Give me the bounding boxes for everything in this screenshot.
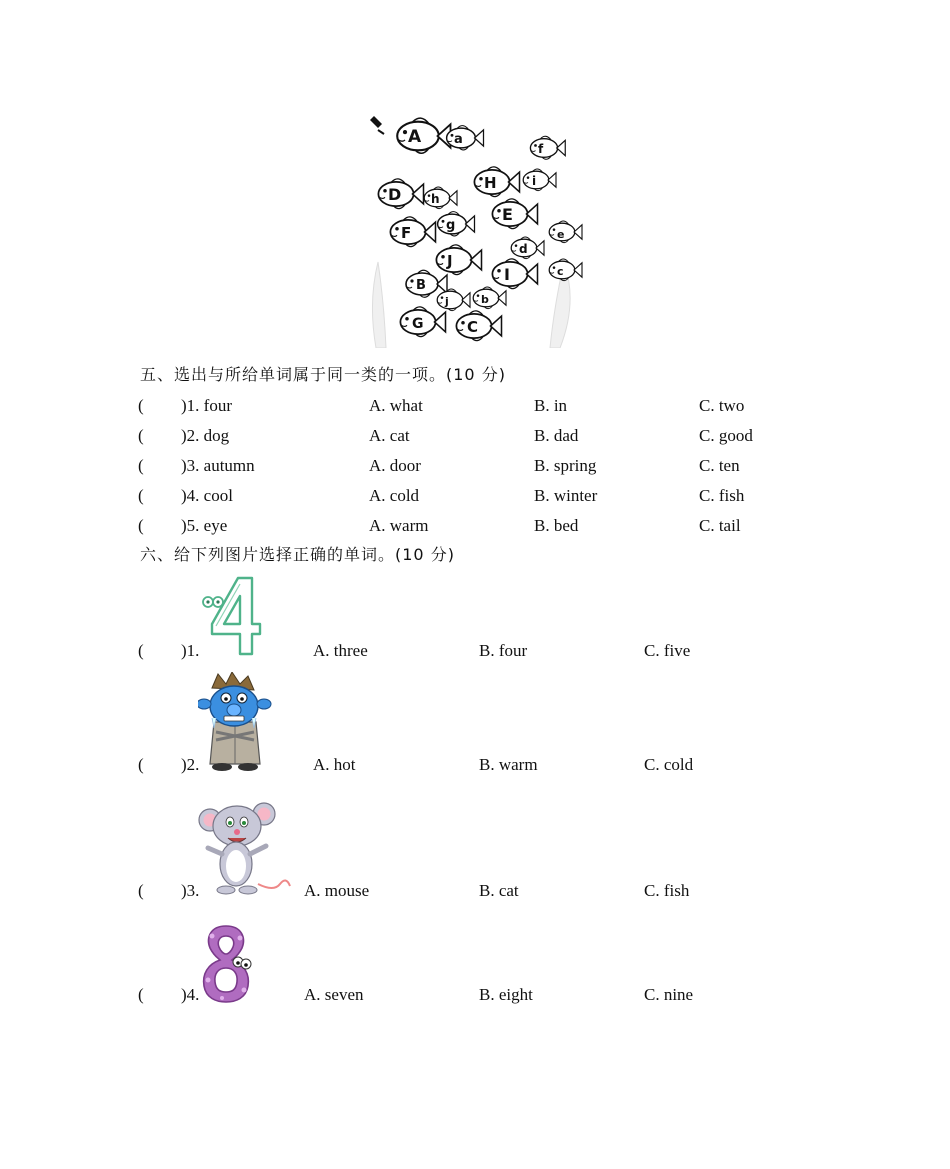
fish-13	[511, 237, 544, 259]
fish-3	[530, 136, 565, 159]
fish-17	[437, 289, 470, 311]
fish-1	[397, 118, 450, 153]
fish-letter: h	[431, 192, 440, 206]
fish-letter: G	[412, 316, 424, 332]
option-c: C. five	[644, 641, 691, 660]
option-b: B. warm	[479, 755, 538, 774]
option-b: B. eight	[479, 985, 533, 1004]
section5-title: 五、选出与所给单词属于同一类的一项。(10 分)	[140, 365, 506, 384]
answer-paren[interactable]: (	[138, 755, 144, 774]
fish-letter: E	[502, 205, 513, 224]
option-b: B. winter	[534, 486, 598, 505]
option-a: A. mouse	[304, 881, 370, 900]
question-number: )1.	[181, 641, 200, 660]
option-a: A. hot	[313, 755, 356, 774]
answer-paren[interactable]: (	[138, 641, 144, 660]
option-c: C. fish	[644, 881, 690, 900]
cold-character-image	[198, 672, 272, 772]
fish-5	[424, 187, 457, 209]
option-c: C. ten	[699, 456, 740, 475]
fish-9	[390, 217, 435, 247]
question-word: )3. autumn	[181, 456, 255, 475]
fish-6	[474, 167, 519, 197]
answer-paren[interactable]: (	[138, 985, 144, 1004]
answer-paren[interactable]: (	[138, 516, 144, 535]
question-word: )2. dog	[181, 426, 230, 445]
option-c: C. two	[699, 396, 745, 415]
fish-letter: d	[519, 242, 528, 256]
section6-title: 六、给下列图片选择正确的单词。(10 分)	[140, 545, 455, 564]
question-word: )1. four	[181, 396, 232, 415]
fish-letter: D	[388, 185, 402, 204]
option-b: B. cat	[479, 881, 519, 900]
option-a: A. what	[369, 396, 423, 415]
number-four-image	[198, 572, 264, 658]
fish-19	[400, 307, 445, 337]
question-number: )3.	[181, 881, 200, 900]
question-word: )5. eye	[181, 516, 228, 535]
option-a: A. cold	[369, 486, 420, 505]
fish-15	[492, 259, 537, 289]
fish-letter: J	[447, 252, 453, 270]
answer-paren[interactable]: (	[138, 426, 144, 445]
option-c: C. tail	[699, 516, 741, 535]
question-number: )2.	[181, 755, 200, 774]
answer-paren[interactable]: (	[138, 396, 144, 415]
fish-11	[549, 221, 582, 243]
number-eight-image	[198, 924, 254, 1004]
option-b: B. spring	[534, 456, 597, 475]
option-c: C. good	[699, 426, 753, 445]
fish-12	[436, 245, 481, 275]
fish-letter: a	[454, 132, 463, 147]
mouse-image	[198, 800, 292, 898]
fish-letter: B	[416, 278, 426, 293]
fish-16	[549, 259, 582, 281]
fish-2	[447, 126, 484, 150]
option-c: C. nine	[644, 985, 694, 1004]
fish-letter: c	[557, 265, 564, 278]
option-b: B. bed	[534, 516, 579, 535]
option-a: A. warm	[369, 516, 429, 535]
answer-paren[interactable]: (	[138, 456, 144, 475]
fish-letter: i	[532, 174, 537, 188]
fish-letter: C	[467, 318, 479, 336]
option-b: B. dad	[534, 426, 579, 445]
option-a: A. cat	[369, 426, 410, 445]
option-a: A. three	[313, 641, 368, 660]
fish-letter: b	[481, 293, 489, 306]
fish-letter: I	[504, 265, 510, 284]
fish-20	[456, 311, 501, 341]
option-b: B. in	[534, 396, 568, 415]
question-number: )4.	[181, 985, 200, 1004]
option-a: A. seven	[304, 985, 364, 1004]
fish-letter: H	[484, 174, 497, 192]
fish-letter: f	[538, 142, 544, 156]
fish-letter: F	[401, 224, 412, 242]
fish-letter: j	[445, 295, 449, 308]
answer-paren[interactable]: (	[138, 486, 144, 505]
fish-10	[438, 212, 475, 236]
fish-4	[378, 179, 423, 209]
fish-18	[473, 287, 506, 309]
question-word: )4. cool	[181, 486, 233, 505]
option-c: C. fish	[699, 486, 745, 505]
fish-letter: e	[557, 228, 565, 241]
fish-8	[492, 199, 537, 229]
fish-alphabet-illustration	[364, 112, 586, 348]
fish-7	[523, 169, 556, 191]
pencil-icon	[370, 116, 384, 134]
option-b: B. four	[479, 641, 528, 660]
option-c: C. cold	[644, 755, 694, 774]
option-a: A. door	[369, 456, 421, 475]
fish-letter: g	[446, 218, 456, 233]
fish-letter: A	[408, 127, 422, 147]
answer-paren[interactable]: (	[138, 881, 144, 900]
